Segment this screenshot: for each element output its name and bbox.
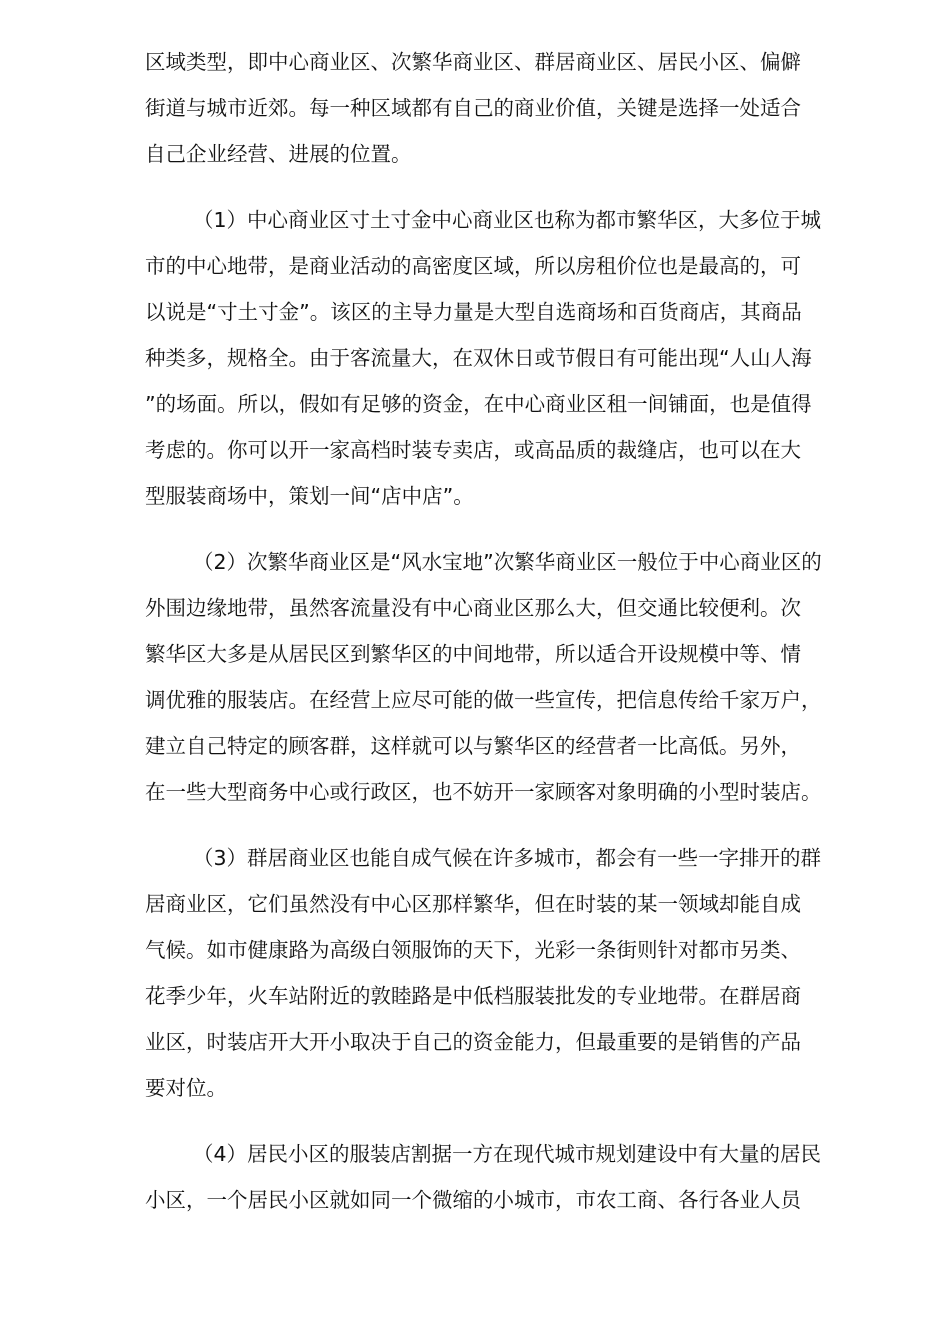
text-line: （3）群居商业区也能自成气候在许多城市，都会有一些一字排开的群 [193,846,822,870]
text-line: 居商业区，它们虽然没有中心区那样繁华，但在时装的某一领域却能自成 [145,892,801,916]
text-line: 花季少年，火车站附近的敦睦路是中低档服装批发的专业地带。在群居商 [145,984,801,1008]
text-line: （1）中心商业区寸土寸金中心商业区也称为都市繁华区，大多位于城 [193,208,822,232]
text-line: 型服装商场中，策划一间“店中店”。 [145,484,474,508]
document-body [145,39,880,1243]
text-line: 考虑的。你可以开一家高档时装专卖店，或高品质的裁缝店，也可以在大 [145,438,801,462]
text-line: 小区，一个居民小区就如同一个微缩的小城市，市农工商、各行各业人员 [145,1188,801,1212]
paragraph-5 [145,1131,880,1223]
text-line: 繁华区大多是从居民区到繁华区的中间地带，所以适合开设规模中等、情 [145,642,801,666]
text-line: 外围边缘地带，虽然客流量没有中心商业区那么大，但交通比较便利。次 [145,596,801,620]
text-line: 在一些大型商务中心或行政区，也不妨开一家顾客对象明确的小型时装店。 [145,780,822,804]
text-line: （2）次繁华商业区是“风水宝地”次繁华商业区一般位于中心商业区的 [193,550,822,574]
text-line: 街道与城市近郊。每一种区域都有自己的商业价值，关键是选择一处适合 [145,96,801,120]
text-line: （4）居民小区的服装店割据一方在现代城市规划建设中有大量的居民 [193,1142,822,1166]
text-line: 气候。如市健康路为高级白领服饰的天下，光彩一条街则针对都市另类、 [145,938,801,962]
text-line: 区域类型，即中心商业区、次繁华商业区、群居商业区、居民小区、偏僻 [145,50,801,74]
paragraph-1 [145,39,880,177]
text-line: 种类多，规格全。由于客流量大，在双休日或节假日有可能出现“人山人海 [145,346,812,370]
text-line: 调优雅的服装店。在经营上应尽可能的做一些宣传，把信息传给千家万户， [145,688,822,712]
text-line: 自己企业经营、进展的位置。 [145,142,412,166]
text-line: 市的中心地带，是商业活动的高密度区域，所以房租价位也是最高的，可 [145,254,801,278]
paragraph-4 [145,835,880,1111]
text-line: 建立自己特定的顾客群，这样就可以与繁华区的经营者一比高低。另外， [145,734,801,758]
paragraph-2 [145,197,880,519]
paragraph-3 [145,539,880,815]
text-line: 以说是“寸土寸金”。该区的主导力量是大型自选商场和百货商店，其商品 [145,300,802,324]
text-line: ”的场面。所以，假如有足够的资金，在中心商业区租一间铺面，也是值得 [145,392,812,416]
text-line: 业区，时装店开大开小取决于自己的资金能力，但最重要的是销售的产品 [145,1030,801,1054]
text-line: 要对位。 [145,1076,227,1100]
